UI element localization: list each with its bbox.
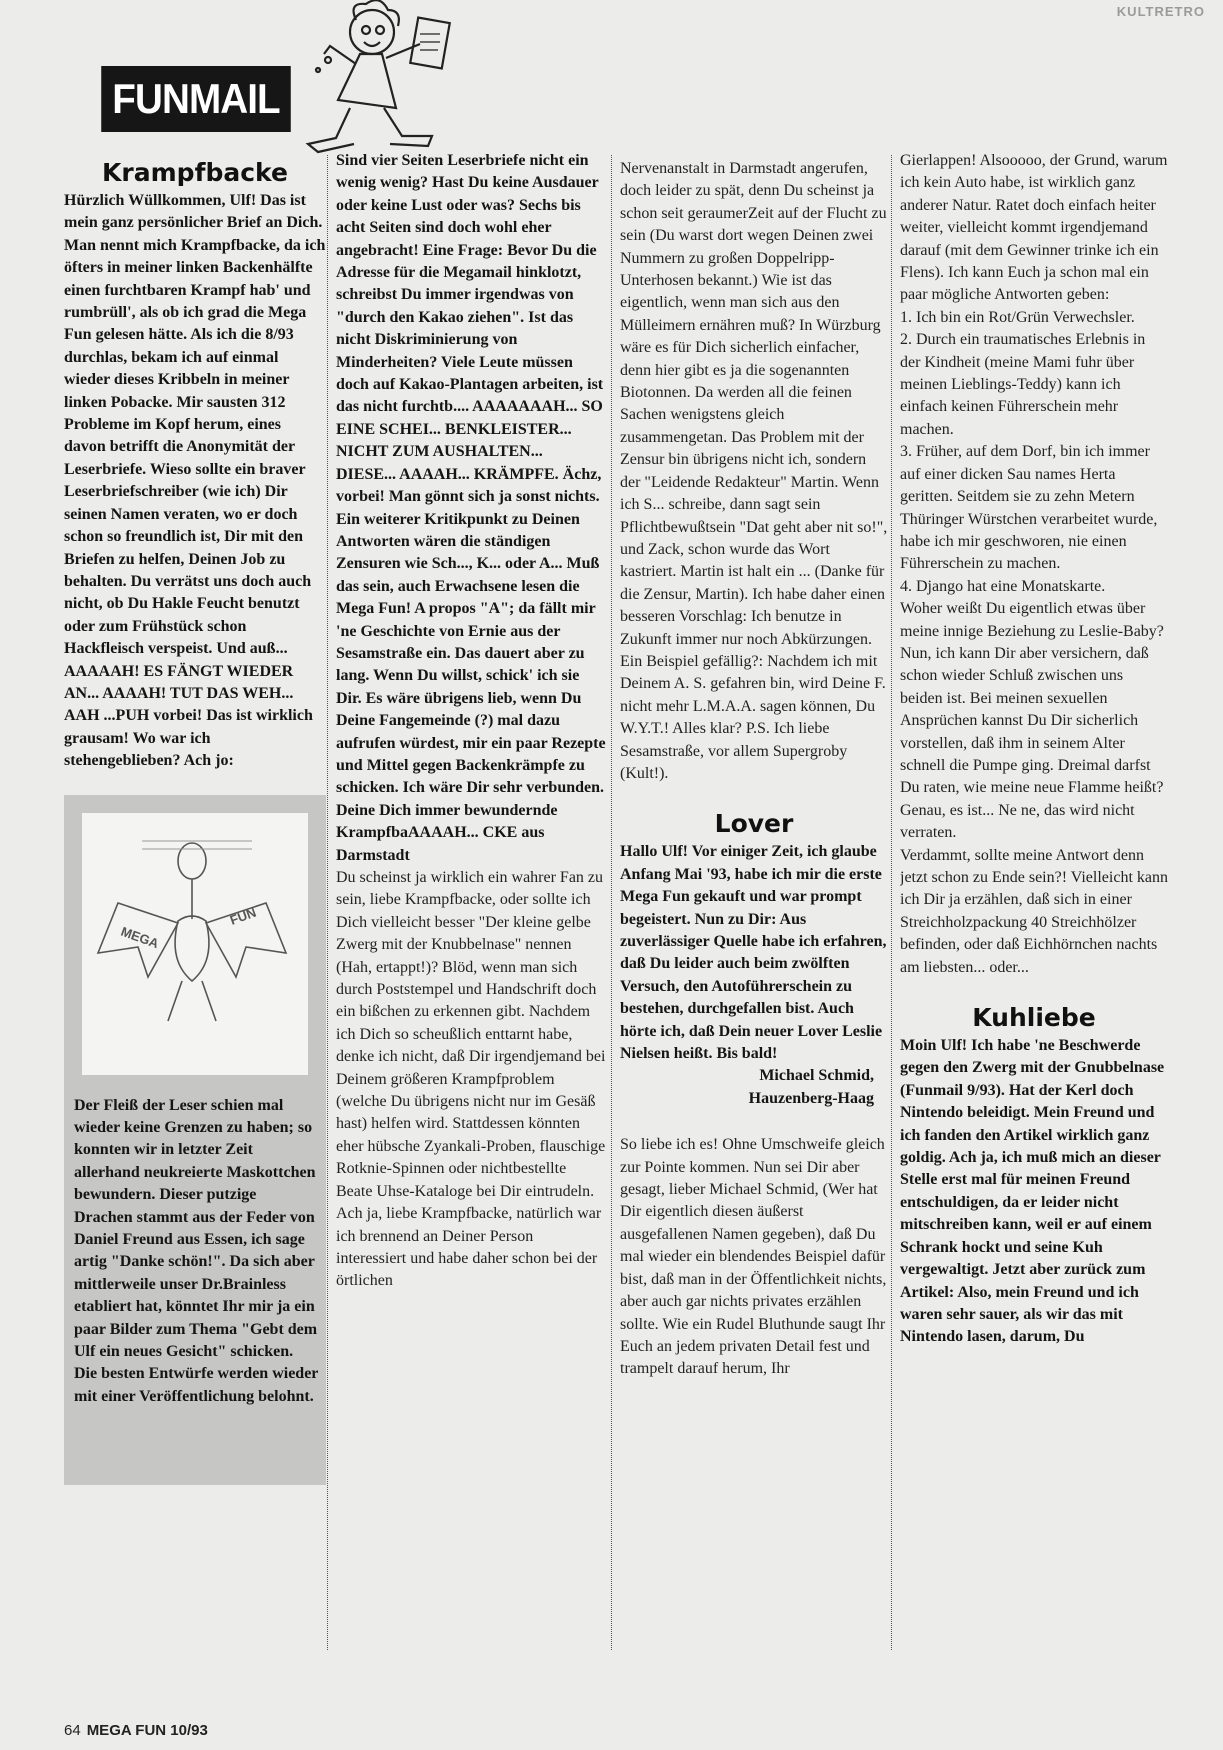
column-divider <box>611 155 612 1650</box>
column-3 <box>620 158 888 1650</box>
spacer <box>620 1110 888 1134</box>
reply-answer-2: 2. Durch ein traumatisches Erlebnis in der Kindheit (meine Mami fuhr über meinen Lieblings-Teddy) kann ich einfach keinen Führerschein mehr machen. <box>900 331 1146 438</box>
reply-lover-leslie: Woher weißt Du eigentlich etwas über meine innige Beziehung zu Leslie-Baby? Nun, ich kann Dir aber versichern, daß schon wieder Schluß zwischen uns beiden ist. Bei meinen sexuellen Ansprüchen kannst Du Dir sicherlich vorstellen, daß ihm in seinem Alter schnell die Pumpe ging. Dreimal darfst Du raten, wie meine neue Flamme heißt? Genau, es ist... Ne ne, das wird nicht verraten. <box>900 600 1164 842</box>
reply-lover-ending: Verdammt, sollte meine Antwort denn jetzt schon zu Ende sein?! Vielleicht kann ich Dir ja erzählen, daß sich in einer Streichholzpackung 40 Streichhölzer befinden, oder daß Eichhörnchen nachts am liebsten... oder... <box>900 846 1168 976</box>
reply-answer-4: 4. Django hat eine Monatskarte. <box>900 577 1106 595</box>
column-4 <box>900 150 1168 1650</box>
letter-lover-signature-name: Michael Schmid, <box>759 1067 874 1085</box>
artwork-caption: Der Fleiß der Leser schien mal wieder keine Grenzen zu haben; so konnten wir in letzter Zeit allerhand neukreierte Maskottchen bewundern. Dieser putzige Drachen stammt aus der Feder von Daniel Freund aus Essen, ich sage artig "Danke schön!". Da sich aber mittlerweile unser Dr.Brainless etabliert hat, könntet Ihr mir ja ein paar Bilder zum Thema "Gebt dem Ulf ein neues Gesicht" schicken. Die besten Entwürfe werden wieder mit einer Veröffentlichung belohnt. <box>74 1096 319 1405</box>
letter-heading-krampfbacke: Krampfbacke <box>102 158 288 187</box>
dragon-wing-label-left: MEGA <box>118 923 161 951</box>
reply-lover: So liebe ich es! Ohne Umschweife gleich zur Pointe kommen. Nun sei Dir aber gesagt, lieber Michael Schmid, (Wer hat Dir eigentlich diesen äußerst ausgefallenen Namen gegeben), daß Du mal wieder ein blendendes Beispiel dafür bist, daß man in der Öffentlichkeit nichts, aber auch gar nichts privates erzählen sollte. Wie ein Rudel Bluthunde saugt Ihr Euch an jedem privaten Detail fest und trampelt darauf herum, Ihr <box>620 1136 887 1378</box>
letter-lover-signature-place: Hauzenberg-Haag <box>748 1089 874 1107</box>
reply-krampfbacke: Du scheinst ja wirklich ein wahrer Fan zu sein, liebe Krampfbacke, oder sollte ich Dich vielleicht besser "Der kleine gelbe Zwerg mit der Knubbelnase" nennen (Hah, ertappt!)? Blöd, wenn man sich durch Poststempel und Handschrift doch ein bißchen zu erkennen gibt. Nachdem ich Dich so scheußlich enttarnt habe, denke ich nicht, daß Dir irgendjemand bei Deinem größeren Krampfproblem (welche Du übrigens nicht nur im Gesäß hast) helfen wird. Stattdessen könnten eher hübsche Zyankali-Proben, flauschige Rotknie-Spinnen oder nichtbestellte Beate Uhse-Kataloge bei Dir eintrudeln. Ach ja, liebe Krampfbacke, natürlich war ich brennend an Deiner Person interessiert und habe daher schon bei der örtlichen <box>336 869 606 1290</box>
spacer <box>900 979 1168 1003</box>
section-badge: FUNMAIL <box>101 66 291 132</box>
column-2 <box>336 150 606 1650</box>
reply-lover-continued: Gierlappen! Alsooooo, der Grund, warum ich kein Auto habe, ist wirklich ganz anderer Natur. Ratet doch einfach heiter weiter, vielleicht kommt irgendjemand darauf (mit dem Gewinner trinke ich ein Flens). Ich kann Euch ja schon mal ein paar mögliche Antworten geben: <box>900 152 1168 304</box>
site-watermark: KULTRETRO <box>1116 4 1205 19</box>
dragon-wing-label-right: FUN <box>227 904 259 928</box>
letter-lover-text: Hallo Ulf! Vor einiger Zeit, ich glaube Anfang Mai '93, habe ich mir die erste Mega Fun gekauft und war prompt begeistert. Nun zu Dir: Aus zuverlässiger Quelle habe ich erfahren, daß Du leider auch beim zwölften Versuch, den Autoführerschein zu bestehen, durchgefallen bist. Auch hörte ich, daß Dein neuer Lover Leslie Nielsen heißt. Bis bald! <box>620 843 887 1063</box>
column-1 <box>64 158 326 1650</box>
letter-krampfbacke-text-continued: Sind vier Seiten Leserbriefe nicht ein wenig wenig? Hast Du keine Ausdauer oder keine Lust oder was? Sechs bis acht Seiten sind doch wohl eher angebracht! Eine Frage: Bevor Du die Adresse für die Megamail hinklotzt, schreibst Du immer irgendwas von "durch den Kakao ziehen". Ist das nicht Diskriminierung von Minderheiten? Viele Leute müssen doch auf Kakao-Plantagen arbeiten, ist das nicht furchtb.... AAAAAAAH... SO EINE SCHEI... BENKLEISTER... NICHT ZUM AUSHALTEN... DIESE... AAAAH... KRÄMPFE. Ächz, vorbei! Man gönnt sich ja sonst nichts. Ein weiterer Kritikpunkt zu Deinen Antworten wären die ständigen Zensuren wie Sch..., K... oder A... Muß das sein, auch Erwachsene lesen die Mega Fun! A propos "A"; da fällt mir 'ne Geschichte von Ernie aus der Sesamstraße ein. Das dauert aber zu lang. Wenn Du willst, schick' ich sie Dir. Es wäre übrigens lieb, wenn Du Deine Fangemeinde (?) mal dazu aufrufen würdest, mir ein paar Rezepte und Mittel gegen Backenkrämpfe zu schicken. Ich wäre Dir sehr verbunden. Deine Dich immer bewundernde KrampfbaAAAAH... CKE aus Darmstadt <box>336 152 606 864</box>
letter-heading-lover: Lover <box>714 809 794 839</box>
reply-krampfbacke-continued: Nervenanstalt in Darmstadt angerufen, doch leider zu spät, denn Du scheinst ja schon seit geraumerZeit auf der Flucht zu sein (Du warst dort wegen Deinen zwei Nummern zu großen Doppelripp-Unterhosen bekannt.) Wie ist das eigentlich, wenn man sich aus den Mülleimern ernähren muß? In Würzburg wäre es für Dich sicherlich einfacher, denn hier gibt es ja die sogenannten Biotonnen. Da werden all die feinen Sachen wenigstens gleich zusammengetan. Das Problem mit der Zensur bin übrigens nicht ich, sondern der "Leidende Redakteur" Martin. Wenn ich S... schreibe, dann sagt sein Pflichtbewußtsein "Dat geht aber nit so!", und Zack, schon wurde das Wort kastriert. Martin ist halt ein ... (Danke für die Zensur, Martin). Ich habe daher einen besseren Vorschlag: Ich benutze in Zukunft immer nur noch Abkürzungen. Ein Beispiel gefällig?: Nachdem ich mit Deinem A. S. gefahren bin, wird Deine F. nicht mehr L.M.A.A. sagen können, Du W.Y.T.! Alles klar? P.S. Ich liebe Sesamstraße, vor allem Supergroby (Kult!). <box>620 160 888 782</box>
spacer <box>620 785 888 809</box>
column-divider <box>891 155 892 1650</box>
letter-krampfbacke-text: Hürzlich Wüllkommen, Ulf! Das ist mein ganz persönlicher Brief an Dich. Man nennt mich Krampfbacke, da ich öfters in meiner linken Backenhälfte einen furchtbaren Krampf hab' und rumbrüll', als ob ich grad die Mega Fun gelesen hätte. Als ich die 8/93 durchlas, bekam ich auf einmal wieder dieses Kribbeln in meiner linken Pobacke. Mir sausten 312 Probleme im Kopf herum, eines davon betrifft die Anonymität der Leserbriefe. Wieso sollte ein braver Leserbriefschreiber (wie ich) Dir seinen Namen veraten, wo er doch schon so freundlich ist, Dir mit den Briefen zu helfen, Deinen Job zu behalten. Du verrätst uns doch auch nicht, ob Du Hakle Feucht benutzt oder zum Frühstück schon Hackfleisch verspeist. Und auß... AAAAAH! ES FÄNGT WIEDER AN... AAAAH! TUT DAS WEH... AAH ...PUH vorbei! Das ist wirklich grausam! Wo war ich stehengeblieben? Ach jo: <box>64 192 326 770</box>
reader-artwork <box>82 813 308 1075</box>
letter-heading-kuhliebe: Kuhliebe <box>972 1003 1096 1033</box>
letter-kuhliebe-text: Moin Ulf! Ich habe 'ne Beschwerde gegen den Zwerg mit der Gnubbelnase (Funmail 9/93). Hat der Kerl doch Nintendo beleidigt. Mein Freund und ich fanden den Artikel wirklich ganz goldig. Ach ja, ich muß mich an dieser Stelle erst mal für meinen Freund entschuldigen, da er leider nicht mitschreiben kann, weil er auf einem Schrank hockt und seine Kuh vergewaltigt. Jetzt aber zurück zum Artikel: Also, mein Freund und ich waren sehr sauer, als wir das mit Nintendo lasen, darum, Du <box>900 1037 1165 1346</box>
magazine-issue: MEGA FUN 10/93 <box>86 1722 208 1739</box>
page-number: 64 <box>64 1722 81 1739</box>
reply-answer-1: 1. Ich bin ein Rot/Grün Verwechsler. <box>900 308 1135 326</box>
column-divider <box>327 155 328 1650</box>
reader-artwork-box <box>64 795 326 1485</box>
page-footer <box>64 1722 208 1739</box>
reply-answer-3: 3. Früher, auf dem Dorf, bin ich immer auf einer dicken Sau names Herta geritten. Seitdem sie zu zehn Metern Thüringer Würstchen verarbeitet wurde, habe ich mir geschworen, nie einen Führerschein zu machen. <box>900 443 1158 573</box>
dragon-drawing <box>82 813 308 1075</box>
mascot-illustration <box>300 0 540 158</box>
